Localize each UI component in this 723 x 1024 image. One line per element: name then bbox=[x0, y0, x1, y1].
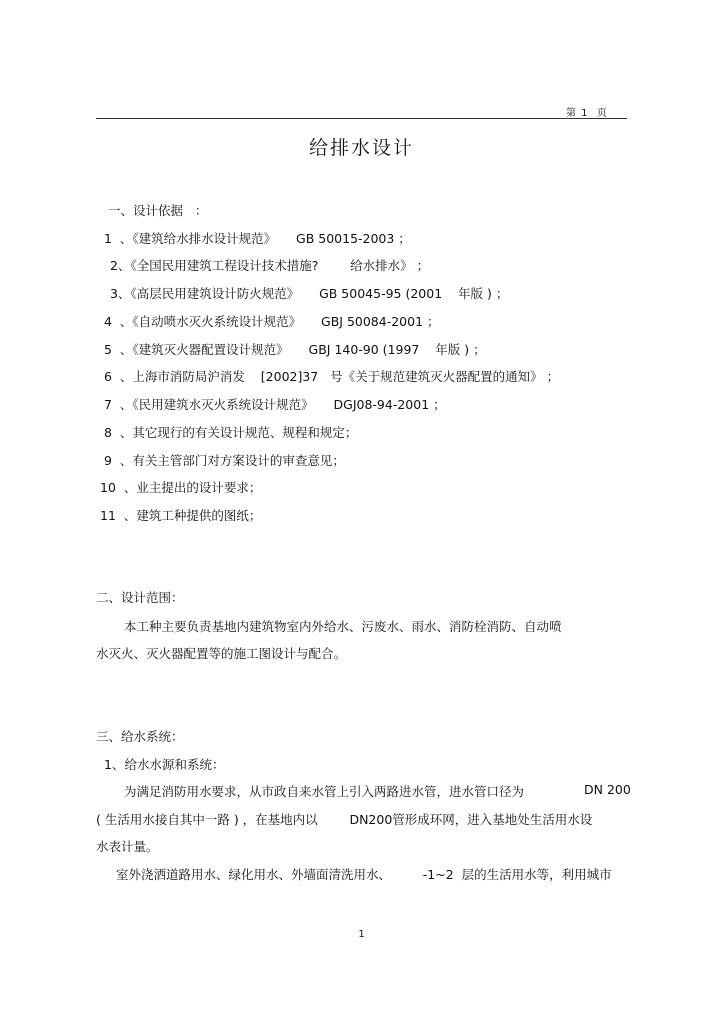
section3-subheading: 1、给水水源和系统： bbox=[104, 757, 225, 772]
section1-item-3: 3、《高层民用建筑设计防火规范》 GB 50045-95 (2001 年版 ) ； bbox=[110, 286, 509, 301]
section1-item-11: 11 、建筑工种提供的图纸； bbox=[100, 508, 262, 523]
page-number: 1 bbox=[358, 929, 365, 940]
section1-item-2: 2、《全国民用建筑工程设计技术措施? 给水排水》 ； bbox=[110, 258, 430, 273]
section1-item-9: 9 、有关主管部门对方案设计的审查意见； bbox=[104, 453, 345, 468]
section1-item-8: 8 、其它现行的有关设计规范、规程和规定； bbox=[104, 425, 358, 440]
section1-item-1: 1 、《建筑给水排水设计规范》 GB 50015-2003 ； bbox=[104, 231, 411, 246]
section1-heading: 一、设计依据 ： bbox=[108, 203, 208, 218]
section3-pipe-size: DN 200 bbox=[584, 782, 631, 797]
section1-item-7: 7 、《民用建筑水灭火系统设计规范》 DGJ08-94-2001 ； bbox=[104, 397, 446, 412]
section1-item-6: 6 、上海市消防局沪消发 [2002]37 号《关于规范建筑灭火器配置的通知》 ； bbox=[104, 369, 560, 384]
section3-paragraph-line-3: 水表计量。 bbox=[96, 839, 159, 854]
section2-paragraph-line-2: 水灭火、灭火器配置等的施工图设计与配合。 bbox=[96, 646, 347, 661]
document-title: 给排水设计 bbox=[308, 137, 414, 159]
section3-paragraph-line-2: ( 生活用水接自其中一路 ) ，在基地内以 DN200管形成环网，进入基地处生活用水设 bbox=[96, 812, 593, 827]
section1-item-10: 10 、业主提出的设计要求； bbox=[100, 480, 262, 495]
section3-paragraph-line-1: 为满足消防用水要求，从市政自来水管上引入两路进水管，进水管口径为 bbox=[124, 784, 525, 799]
section3-heading: 三、给水系统： bbox=[96, 729, 184, 744]
section2-paragraph-line-1: 本工种主要负责基地内建筑物室内外给水、污废水、雨水、消防栓消防、自动喷 bbox=[124, 619, 562, 634]
section1-item-5: 5 、《建筑灭火器配置设计规范》 GBJ 140-90 (1997 年版 ) ； bbox=[104, 342, 486, 357]
section2-heading: 二、设计范围： bbox=[96, 590, 184, 605]
section1-item-4: 4 、《自动喷水灭火系统设计规范》 GBJ 50084-2001 ； bbox=[104, 314, 440, 329]
section3-paragraph-line-4: 室外浇洒道路用水、绿化用水、外墙面清洗用水、 -1~2 层的生活用水等，利用城市 bbox=[116, 867, 612, 882]
header-divider bbox=[96, 118, 627, 119]
page-header-label: 第 1 页 bbox=[566, 108, 608, 119]
